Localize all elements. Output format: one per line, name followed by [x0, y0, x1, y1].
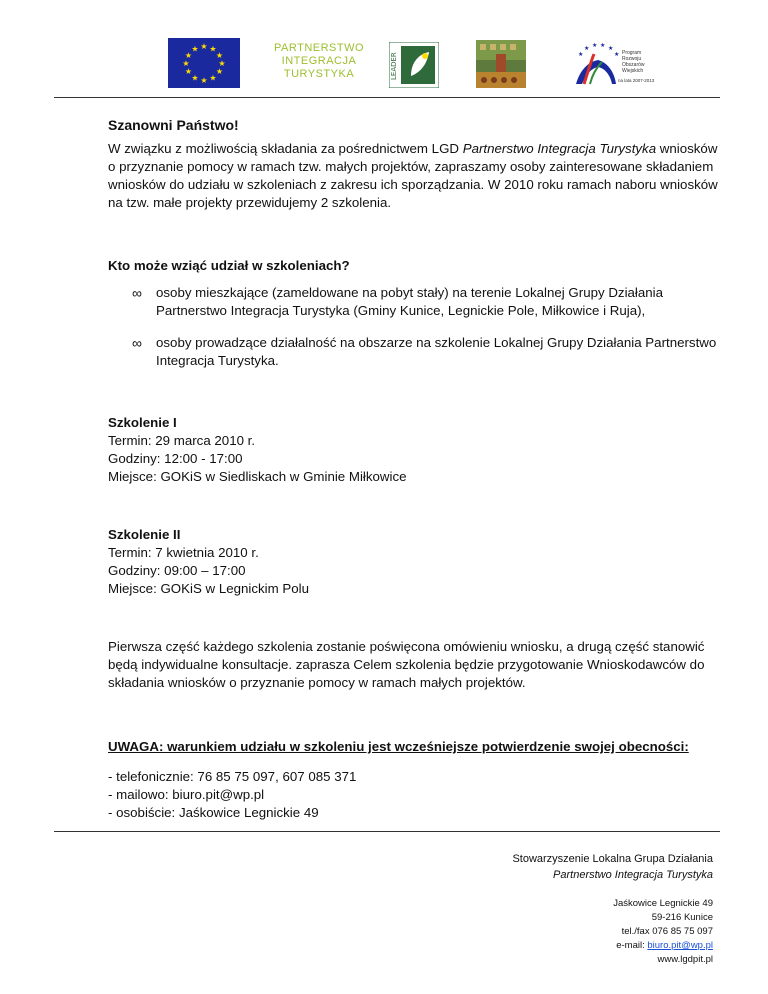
training-2-place: Miejsce: GOKiS w Legnickim Polu	[108, 581, 309, 596]
prow-logo-years: na lata 2007-2013	[618, 78, 655, 83]
svg-text:★: ★	[215, 67, 224, 76]
leader-logo-text: LEADER	[390, 52, 398, 80]
training-2-hours: Godziny: 09:00 – 17:00	[108, 563, 246, 578]
footer-email-label: e-mail:	[616, 940, 648, 951]
svg-text:★: ★	[578, 51, 584, 58]
svg-text:★: ★	[209, 73, 217, 83]
footer-org-line1: Stowarzyszenie Lokalna Grupa Działania	[512, 853, 713, 865]
training-2-title: Szkolenie II	[108, 527, 181, 542]
pit-logo-line: PARTNERSTWO	[274, 42, 365, 54]
intro-paragraph	[108, 140, 720, 212]
top-divider	[54, 97, 720, 98]
svg-text:★: ★	[215, 51, 224, 60]
svg-text:★: ★	[191, 73, 199, 83]
training-2-block	[108, 526, 720, 598]
intro-text-italic: Partnerstwo Integracja Turystyka	[462, 141, 657, 156]
training-1-hours: Godziny: 12:00 - 17:00	[108, 451, 243, 466]
list-item-text: osoby mieszkające (zameldowane na pobyt stały) na terenie Lokalnej Grupy Działania Partnerstwo Integracja Turystyka (Gminy Kunice, Legnickie Pole, Miłkowice i Ruja),	[156, 285, 664, 318]
footer-postal: 59-216 Kunice	[651, 912, 713, 923]
logo-bar	[0, 38, 768, 90]
footer-org-line2: Partnerstwo Integracja Turystyka	[553, 869, 713, 881]
regional-emblem-logo	[476, 40, 526, 88]
svg-text:★: ★	[209, 44, 217, 54]
svg-text:★: ★	[184, 51, 193, 60]
infinity-bullet-icon: ∞	[132, 335, 142, 351]
infinity-bullet-icon: ∞	[132, 285, 142, 301]
prow-logo-line: Obszarów	[622, 62, 645, 68]
svg-text:★: ★	[608, 45, 614, 52]
footer-street: Jaśkowice Legnickie 49	[613, 898, 713, 909]
svg-text:★: ★	[218, 59, 226, 68]
eligibility-list	[108, 284, 720, 384]
footer-email-line	[613, 939, 713, 953]
prow-logo-line: Rozwoju	[622, 56, 642, 62]
contact-phone: - telefonicznie: 76 85 75 097, 607 085 371	[108, 769, 357, 784]
pit-logo-line: INTEGRACJA	[281, 55, 357, 67]
svg-text:★: ★	[182, 59, 190, 68]
svg-text:★: ★	[592, 42, 598, 49]
svg-text:★: ★	[584, 45, 590, 52]
prow-logo-line: Program	[622, 50, 642, 56]
training-1-title: Szkolenie I	[108, 415, 177, 430]
prow-logo	[566, 40, 666, 90]
intro-text-after: wniosków o przyznanie pomocy w ramach tzw. małych projektów, zapraszamy osoby zainteresowane składaniem wniosków do udziału w szkoleniach z zakresu ich sporządzania. W 2010 roku ramach naboru wniosków na tzw. małe projekty przewidujemy 2 szkolenia.	[108, 141, 718, 210]
footer-email-link[interactable]: biuro.pit@wp.pl	[647, 940, 713, 951]
footer-phone: tel./fax 076 85 75 097	[621, 926, 713, 937]
footer-website: www.lgdpit.pl	[657, 954, 713, 965]
eligibility-heading: Kto może wziąć udział w szkoleniach?	[108, 258, 350, 273]
greeting-heading: Szanowni Państwo!	[108, 117, 239, 133]
training-2-date: Termin: 7 kwietnia 2010 r.	[108, 545, 259, 560]
svg-text:★: ★	[614, 51, 620, 58]
contact-list	[108, 768, 720, 822]
leader-logo	[389, 42, 439, 88]
contact-email: - mailowo: biuro.pit@wp.pl	[108, 787, 265, 802]
training-1-place: Miejsce: GOKiS w Siedliskach w Gminie Miłkowice	[108, 469, 407, 484]
svg-text:★: ★	[191, 44, 199, 54]
svg-text:★: ★	[200, 76, 208, 85]
training-1-date: Termin: 29 marca 2010 r.	[108, 433, 256, 448]
prow-emblem-icon	[566, 40, 622, 88]
svg-text:★: ★	[200, 42, 208, 51]
list-item-text: osoby prowadzące działalność na obszarze na szkolenie Lokalnej Grupy Działania Partnerstwo Integracja Turystyka.	[156, 335, 717, 368]
notice-heading: UWAGA: warunkiem udziału w szkoleniu jest wcześniejsze potwierdzenie swojej obecności:	[108, 739, 689, 754]
eu-flag-logo	[168, 38, 240, 88]
svg-text:★: ★	[600, 42, 606, 49]
svg-text:★: ★	[184, 67, 193, 76]
bottom-divider	[54, 831, 720, 832]
program-paragraph: Pierwsza część każdego szkolenia zostanie poświęcona omówieniu wniosku, a drugą część stanowić będą indywidualne konsultacje. zaprasza Celem szkolenia będzie przygotowanie Wnioskodawców do składania wniosków o przyznanie pomocy w ramach małych projektów.	[108, 639, 705, 690]
footer-address	[613, 897, 713, 967]
prow-logo-line: Wiejskich	[622, 68, 644, 74]
contact-in-person: - osobiście: Jaśkowice Legnickie 49	[108, 805, 319, 820]
intro-text-before: W związku z możliwością składania za pośrednictwem LGD	[108, 141, 463, 156]
training-1-block	[108, 414, 720, 486]
footer-organization	[512, 851, 713, 883]
pit-logo	[274, 42, 364, 81]
pit-logo-line: TURYSTYKA	[283, 68, 355, 80]
